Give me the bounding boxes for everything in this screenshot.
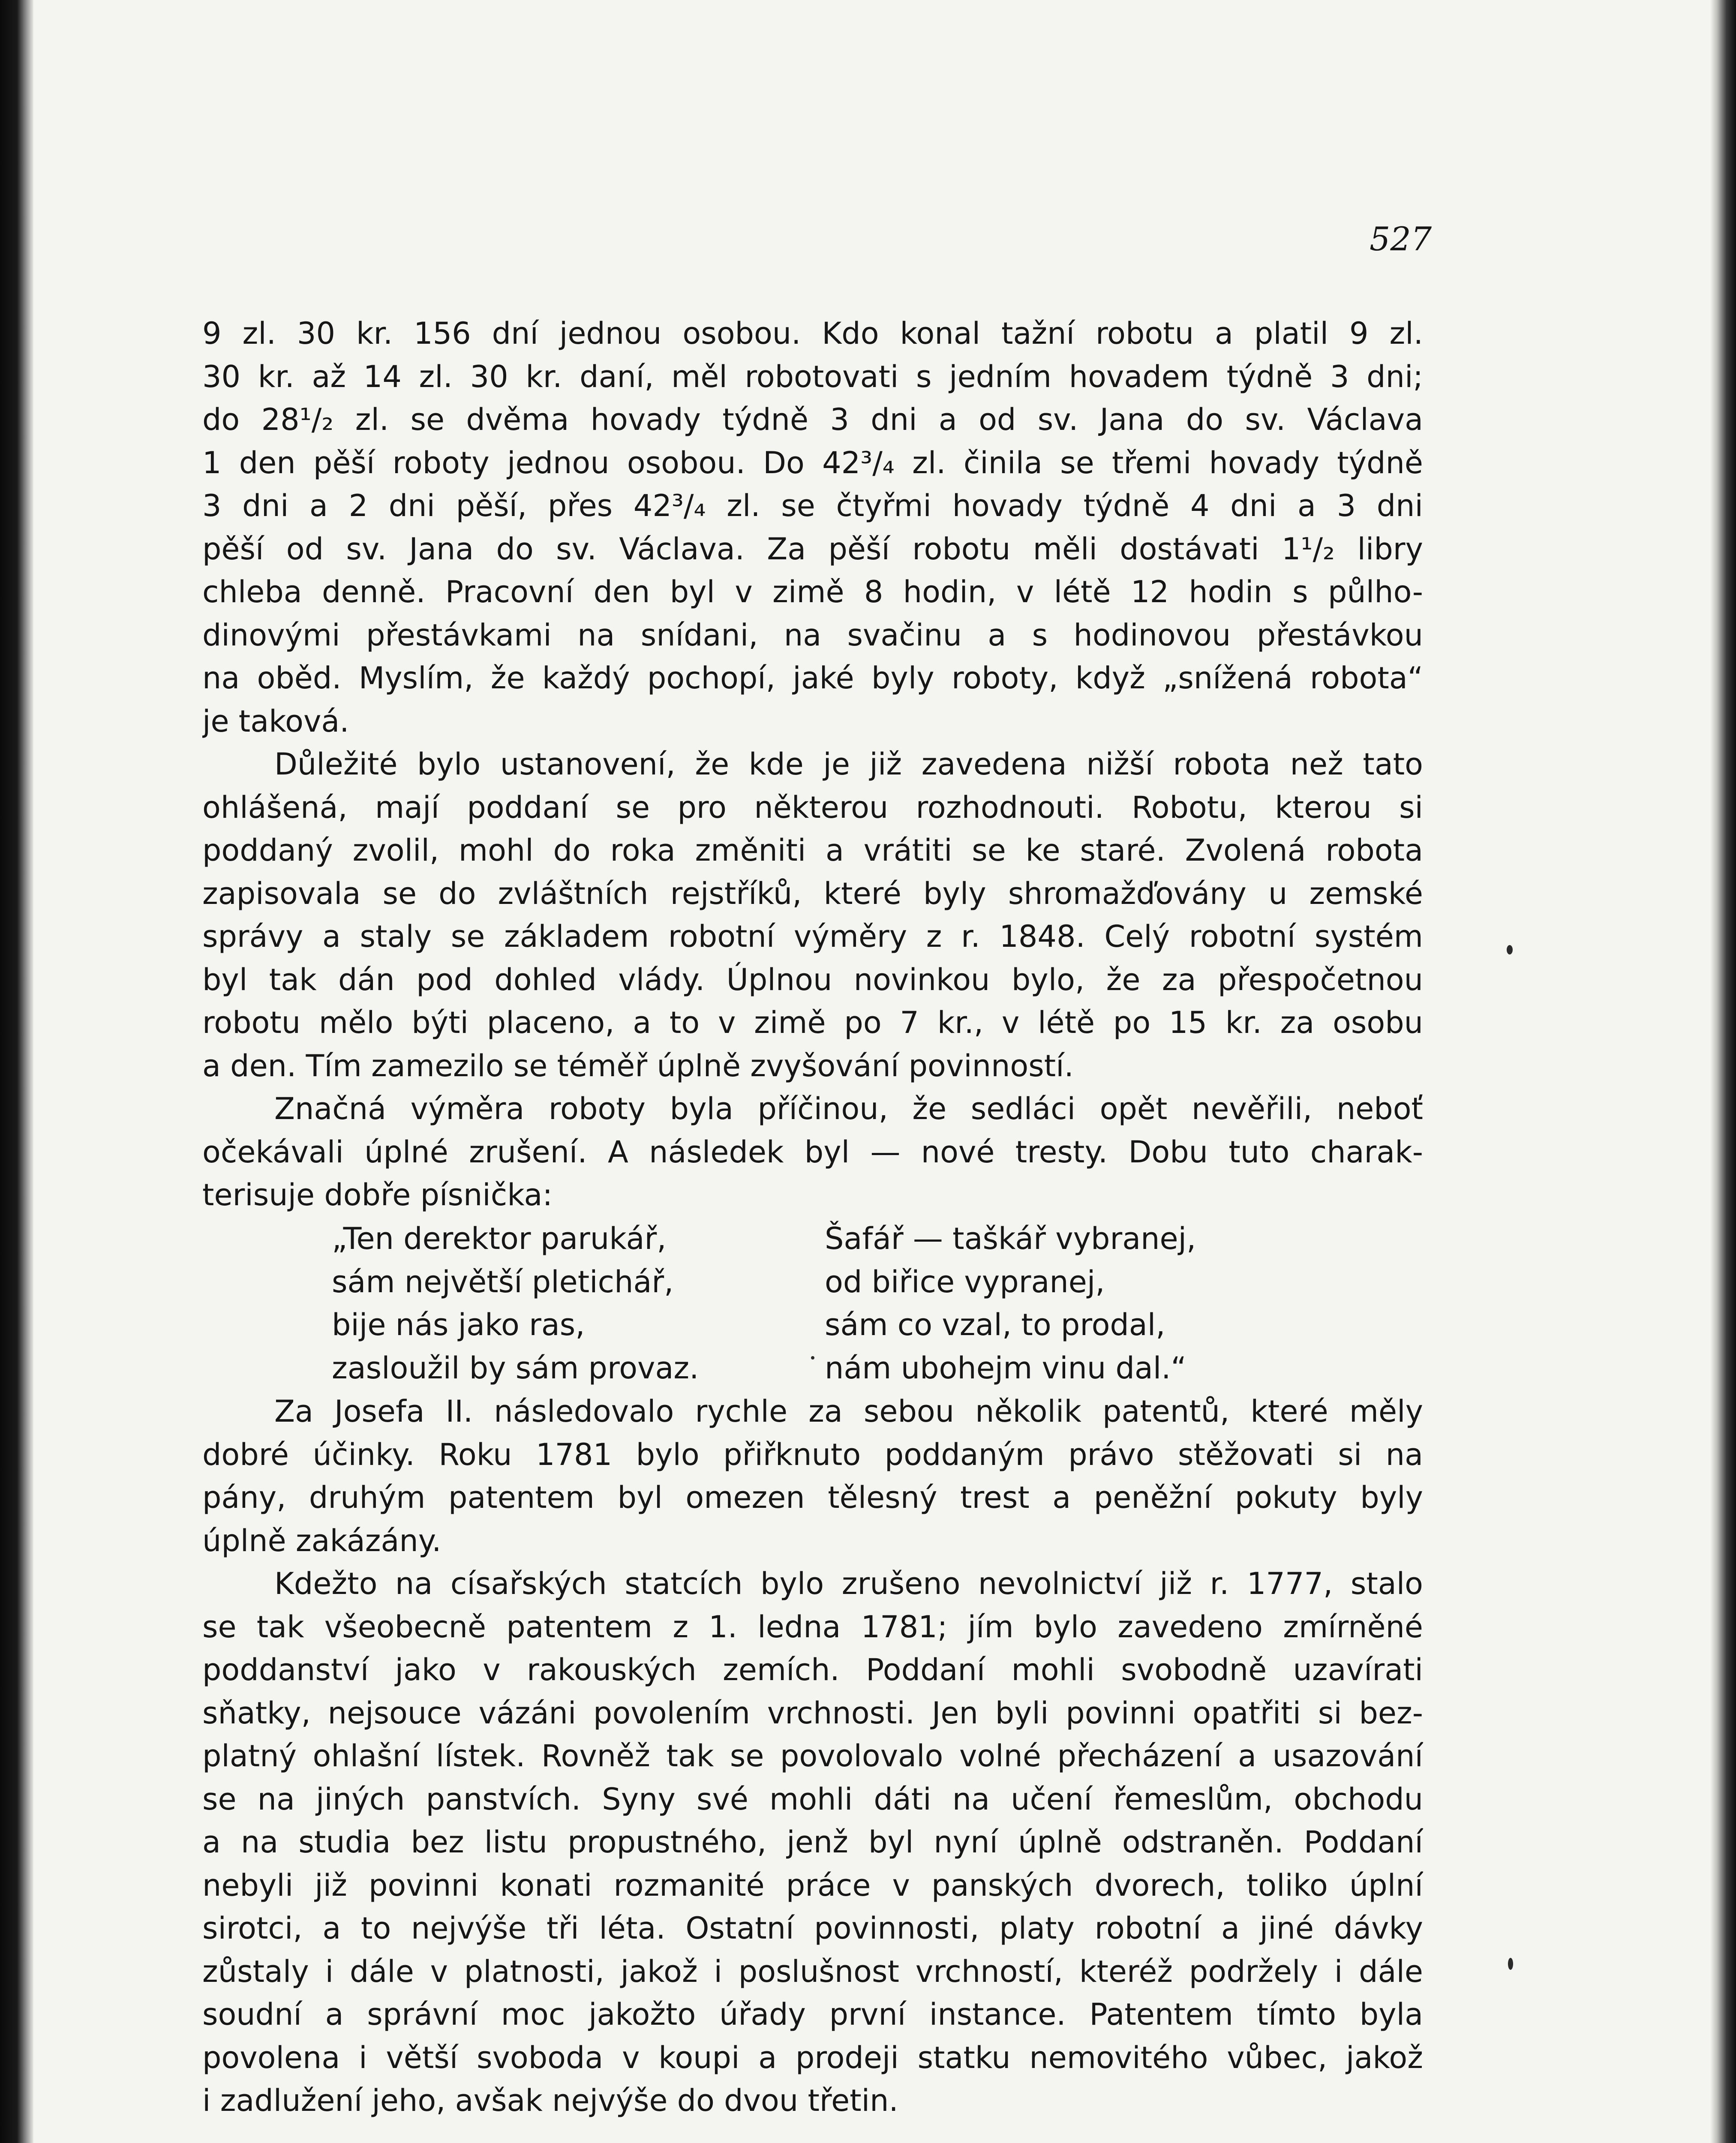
text-line: zůstaly i dále v platnosti, jakož i poslušnost vrchností, kteréž podržely i dále bbox=[202, 1954, 1423, 1989]
text-line: je taková. bbox=[202, 703, 349, 739]
text-line: sňatky, nejsouce vázáni povolením vrchnosti. Jen byli povinni opatřiti si bez- bbox=[202, 1695, 1423, 1731]
text-line: očekávali úplné zrušení. A následek byl — nové tresty. Dobu tuto charak- bbox=[202, 1134, 1423, 1170]
scan-speck bbox=[1508, 1958, 1513, 1970]
text-line: 9 zl. 30 kr. 156 dní jednou osobou. Kdo konal tažní robotu a platil 9 zl. bbox=[202, 316, 1423, 351]
text-line: úplně zakázány. bbox=[202, 1523, 442, 1558]
verse-line: bije nás jako ras, bbox=[332, 1307, 585, 1342]
text-line: a na studia bez listu propustného, jenž byl nyní úplně odstraněn. Poddaní bbox=[202, 1825, 1423, 1860]
text-line: správy a staly se základem robotní výměry z r. 1848. Celý robotní systém bbox=[202, 919, 1423, 954]
verse-line: sám co vzal, to prodal, bbox=[825, 1307, 1165, 1342]
text-line: terisuje dobře písnička: bbox=[202, 1177, 553, 1213]
song-verse bbox=[202, 1217, 1423, 1390]
body-text-lower bbox=[202, 1390, 1423, 2122]
text-line: platný ohlašní lístek. Rovněž tak se povolovalo volné přecházení a usazování bbox=[202, 1738, 1423, 1774]
text-line: a den. Tím zamezilo se téměř úplně zvyšování povinností. bbox=[202, 1048, 1074, 1084]
text-line: chleba denně. Pracovní den byl v zimě 8 hodin, v létě 12 hodin s půlho- bbox=[202, 574, 1423, 609]
text-line: Kdežto na císařských statcích bylo zrušeno nevolnictví již r. 1777, stalo bbox=[274, 1566, 1423, 1601]
text-line: Důležité bylo ustanovení, že kde je již zavedena nižší robota než tato bbox=[274, 747, 1423, 782]
text-line: sirotci, a to nejvýše tři léta. Ostatní povinnosti, platy robotní a jiné dávky bbox=[202, 1911, 1423, 1946]
text-line: byl tak dán pod dohled vlády. Úplnou novinkou bylo, že za přespočetnou bbox=[202, 962, 1423, 997]
text-line: pány, druhým patentem byl omezen tělesný trest a peněžní pokuty byly bbox=[202, 1480, 1423, 1515]
text-line: na oběd. Myslím, že každý pochopí, jaké byly roboty, když „snížená robota“ bbox=[202, 660, 1423, 696]
scan-right-edge bbox=[1710, 0, 1736, 2143]
scan-speck bbox=[1507, 945, 1513, 954]
verse-line: Šafář — taškář vybranej, bbox=[825, 1221, 1196, 1256]
body-text-upper bbox=[202, 312, 1423, 1217]
text-line: 3 dni a 2 dni pěší, přes 42³/₄ zl. se čtyřmi hovady týdně 4 dni a 3 dni bbox=[202, 488, 1423, 523]
text-line: robotu mělo býti placeno, a to v zimě po 7 kr., v létě po 15 kr. za osobu bbox=[202, 1005, 1423, 1040]
verse-line: od biřice vypranej, bbox=[825, 1264, 1105, 1300]
text-line: 30 kr. až 14 zl. 30 kr. daní, měl robotovati s jedním hovadem týdně 3 dni; bbox=[202, 359, 1423, 394]
verse-column-left bbox=[332, 1217, 699, 1390]
text-line: pěší od sv. Jana do sv. Václava. Za pěší robotu měli dostávati 1¹/₂ libry bbox=[202, 531, 1423, 567]
text-line: i zadlužení jeho, avšak nejvýše do dvou třetin. bbox=[202, 2083, 898, 2118]
verse-line: zasloužil by sám provaz. bbox=[332, 1350, 699, 1386]
text-line: zapisovala se do zvláštních rejstříků, které byly shromažďovány u zemské bbox=[202, 876, 1423, 911]
text-line: dobré účinky. Roku 1781 bylo přiřknuto poddaným právo stěžovati si na bbox=[202, 1437, 1423, 1472]
text-line: ohlášená, mají poddaní se pro některou rozhodnouti. Robotu, kterou si bbox=[202, 789, 1423, 825]
text-line: Za Josefa II. následovalo rychle za sebou několik patentů, které měly bbox=[274, 1394, 1423, 1429]
text-line: poddaný zvolil, mohl do roka změniti a vrátiti se ke staré. Zvolená robota bbox=[202, 833, 1423, 868]
page-number: 527 bbox=[1370, 220, 1432, 258]
text-line: Značná výměra roboty byla příčinou, že sedláci opět nevěřili, neboť bbox=[274, 1091, 1423, 1126]
text-line: soudní a správní moc jakožto úřady první instance. Patentem tímto byla bbox=[202, 1997, 1423, 2032]
scan-left-edge bbox=[0, 0, 33, 2143]
text-line: 1 den pěší roboty jednou osobou. Do 42³/₄ zl. činila se třemi hovady týdně bbox=[202, 445, 1423, 480]
verse-column-right bbox=[825, 1217, 1196, 1390]
text-line: povolena i větší svoboda v koupi a prodeji statku nemovitého vůbec, jakož bbox=[202, 2040, 1423, 2075]
text-line: se na jiných panstvích. Syny své mohli dáti na učení řemeslům, obchodu bbox=[202, 1781, 1423, 1817]
verse-line: nám ubohejm vinu dal.“ bbox=[825, 1350, 1186, 1386]
text-line: dinovými přestávkami na snídani, na svačinu a s hodinovou přestávkou bbox=[202, 617, 1423, 653]
text-line: poddanství jako v rakouských zemích. Poddaní mohli svobodně uzavírati bbox=[202, 1652, 1423, 1687]
text-line: do 28¹/₂ zl. se dvěma hovady týdně 3 dni a od sv. Jana do sv. Václava bbox=[202, 402, 1423, 437]
text-line: nebyli již povinni konati rozmanité práce v panských dvorech, toliko úplní bbox=[202, 1867, 1423, 1903]
text-line: se tak všeobecně patentem z 1. ledna 1781; jím bylo zavedeno zmírněné bbox=[202, 1609, 1423, 1645]
verse-line: „Ten derektor parukář, bbox=[332, 1221, 667, 1256]
verse-line: sám největší pletichář, bbox=[332, 1264, 674, 1300]
